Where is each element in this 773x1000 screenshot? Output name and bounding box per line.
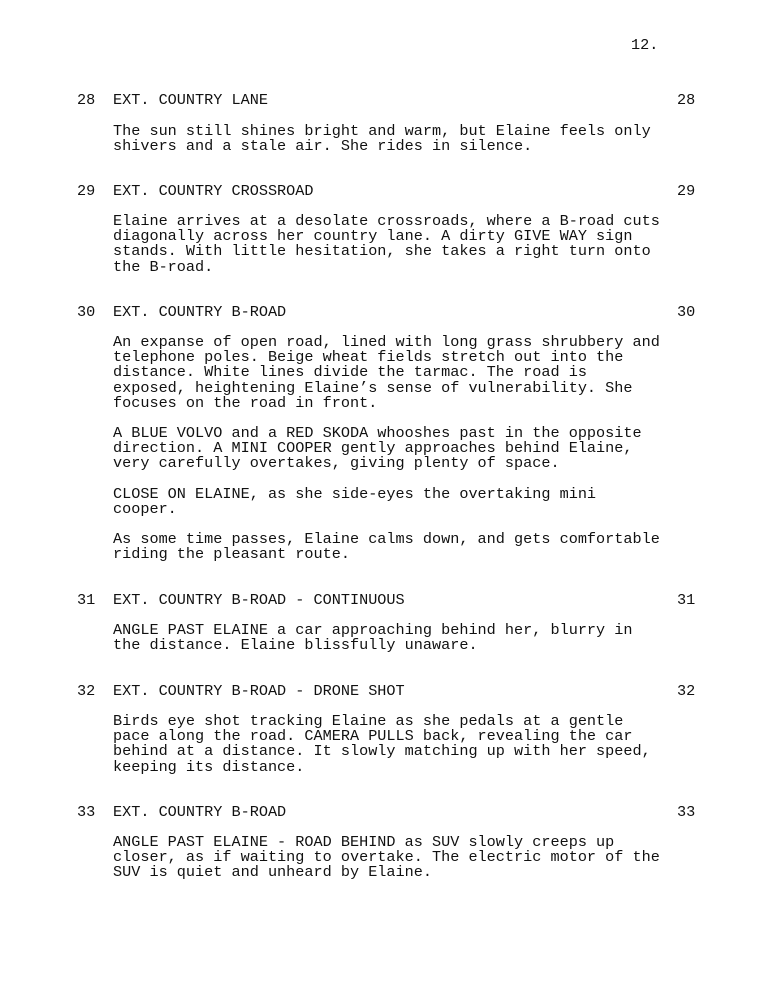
scene-heading: EXT. COUNTRY LANE [113, 91, 268, 109]
action-paragraph: ANGLE PAST ELAINE - ROAD BEHIND as SUV slowly creeps up closer, as if waiting to overtake. The electric motor of the SUV is quiet and unheard by Elaine. [113, 833, 660, 882]
scene-heading: EXT. COUNTRY B-ROAD [113, 303, 287, 321]
action-paragraph: CLOSE ON ELAINE, as she side-eyes the overtaking mini cooper. [113, 485, 597, 519]
action-paragraph: Birds eye shot tracking Elaine as she pedals at a gentle pace along the road. CAMERA PULLS back, revealing the car behind at a distance. It slowly matching up with her speed, keeping its distance. [113, 712, 651, 776]
scene-number-left: 29 [77, 182, 96, 200]
scene-number-right: 32 [677, 682, 696, 700]
scene-number-left: 30 [77, 303, 96, 321]
action-paragraph: Elaine arrives at a desolate crossroads, where a B-road cuts diagonally across her country lane. A dirty GIVE WAY sign stands. With little hesitation, she takes a right turn onto the B-road. [113, 212, 660, 276]
scene-number-left: 33 [77, 803, 96, 821]
action-paragraph: The sun still shines bright and warm, but Elaine feels only shivers and a stale air. She rides in silence. [113, 122, 651, 156]
scene-number-right: 31 [677, 591, 696, 609]
action-paragraph: ANGLE PAST ELAINE a car approaching behind her, blurry in the distance. Elaine blissfully unaware. [113, 621, 633, 655]
scene-number-right: 28 [677, 91, 696, 109]
page-number: 12. [631, 36, 659, 54]
action-paragraph: An expanse of open road, lined with long grass shrubbery and telephone poles. Beige wheat fields stretch out into the distance. White lines divide the tarmac. The road is exposed, heightening Elaine’s sense of vulnerability. She focuses on the road in front. [113, 333, 660, 412]
scene-number-left: 31 [77, 591, 96, 609]
scene-number-left: 28 [77, 91, 96, 109]
scene-number-right: 30 [677, 303, 696, 321]
scene-heading: EXT. COUNTRY B-ROAD - CONTINUOUS [113, 591, 405, 609]
scene-number-right: 33 [677, 803, 696, 821]
scene-heading: EXT. COUNTRY CROSSROAD [113, 182, 314, 200]
scene-number-right: 29 [677, 182, 696, 200]
scene-heading: EXT. COUNTRY B-ROAD [113, 803, 287, 821]
scene-heading: EXT. COUNTRY B-ROAD - DRONE SHOT [113, 682, 405, 700]
action-paragraph: A BLUE VOLVO and a RED SKODA whooshes past in the opposite direction. A MINI COOPER gently approaches behind Elaine, very carefully overtakes, giving plenty of space. [113, 424, 642, 473]
action-paragraph: As some time passes, Elaine calms down, and gets comfortable riding the pleasant route. [113, 530, 660, 564]
scene-number-left: 32 [77, 682, 96, 700]
